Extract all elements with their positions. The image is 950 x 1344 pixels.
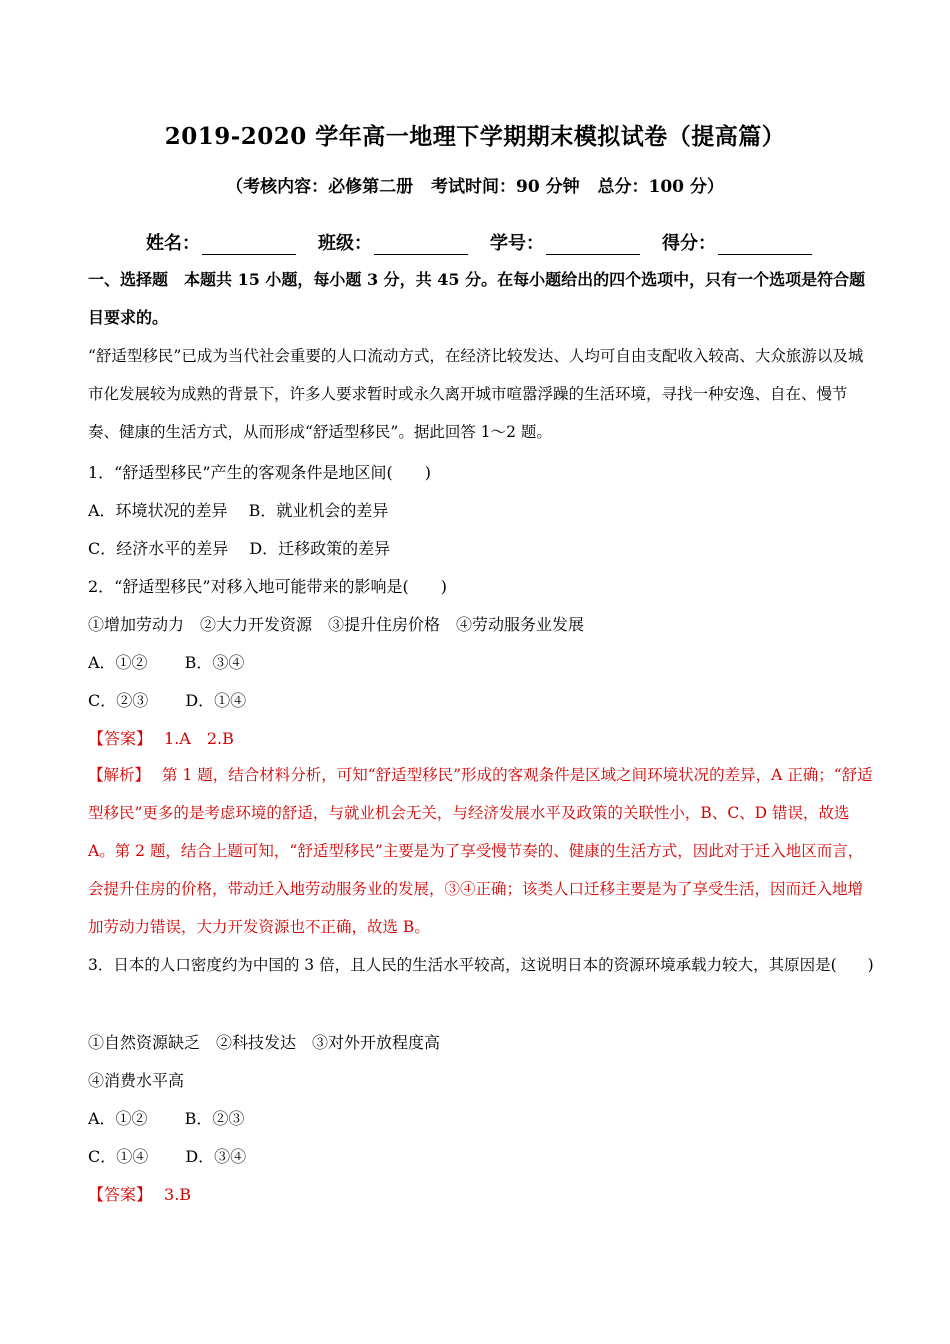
exam-time: 考试时间：90 分钟 — [431, 177, 580, 197]
student-info-row — [146, 229, 812, 255]
answer-3-label: 【答案】 — [88, 1185, 153, 1204]
question-3-options-ab: A．①② B．②③ — [88, 1109, 245, 1128]
answer-3 — [88, 1182, 191, 1205]
question-3-items-2: ④消费水平高 — [88, 1071, 185, 1090]
question-1-options-cd: C．经济水平的差异 D．迁移政策的差异 — [88, 539, 391, 558]
question-3-options-cd: C．①④ D．③④ — [88, 1147, 247, 1166]
student-number-blank[interactable] — [546, 234, 640, 255]
student-number-label: 学号： — [490, 233, 544, 254]
question-3-stem: 3．日本的人口密度约为中国的 3 倍，且人民的生活水平较高，这说明日本的资源环境承载力较大，其原因是( ) — [88, 956, 874, 974]
answer-3-text: 3.B — [164, 1185, 192, 1204]
question-2-options-ab: A．①② B．③④ — [88, 653, 245, 672]
page-title: 2019-2020 学年高一地理下学期期末模拟试卷（提高篇） — [164, 123, 786, 150]
score-field — [662, 229, 812, 255]
name-blank[interactable] — [202, 234, 296, 255]
class-blank[interactable] — [374, 234, 468, 255]
class-label: 班级： — [318, 233, 372, 254]
answer-1-2 — [88, 726, 234, 749]
material-passage: “舒适型移民”已成为当代社会重要的人口流动方式，在经济比较发达、人均可自由支配收入较高、大众旅游以及城市化发展较为成熟的背景下，许多人要求暂时或永久离开城市喧嚣浮躁的生活环境，寻找一种安逸、自在、慢节奏、健康的生活方式，从而形成“舒适型移民”。据此回答 1～2 题。 — [88, 347, 864, 441]
analysis-1-2 — [88, 756, 878, 946]
student-number-field — [490, 229, 640, 255]
question-3-items-1: ①自然资源缺乏 ②科技发达 ③对外开放程度高 — [88, 1033, 441, 1052]
answer-label: 【答案】 — [88, 729, 153, 748]
section-heading: 一、选择题 本题共 15 小题，每小题 3 分，共 45 分。在每小题给出的四个选项中，只有一个选项是符合题目要求的。 — [88, 270, 866, 327]
analysis-text: 第 1 题，结合材料分析，可知“舒适型移民”形成的客观条件是区域之间环境状况的差异，A 正确；“舒适型移民”更多的是考虑环境的舒适，与就业机会无关，与经济发展水平及政策的关联性小，B、C、D 错误，故选 A。第 2 题，结合上题可知，“舒适型移民”主要是为了享受慢节奏的、健康的生活方式，因此对于迁入地区而言，会提升住房的价格，带动迁入地劳动服务业的发展，③④正确；该类人口迁移主要是为了享受生活，因而迁入地增加劳动力错误，大力开发资源也不正确，故选 B。 — [88, 766, 873, 936]
question-1-options-ab: A．环境状况的差异 B．就业机会的差异 — [88, 501, 389, 520]
answer-text: 1.A 2.B — [164, 729, 234, 748]
question-2-items: ①增加劳动力 ②大力开发资源 ③提升住房价格 ④劳动服务业发展 — [88, 615, 585, 634]
name-label: 姓名： — [146, 233, 200, 254]
question-2-options-cd: C．②③ D．①④ — [88, 691, 247, 710]
exam-score: 总分：100 分） — [597, 177, 724, 197]
question-1-stem: 1．“舒适型移民”产生的客观条件是地区间( ) — [88, 463, 432, 482]
question-2-stem: 2．“舒适型移民”对移入地可能带来的影响是( ) — [88, 577, 448, 596]
score-blank[interactable] — [718, 234, 812, 255]
class-field — [318, 229, 468, 255]
analysis-label: 【解析】 — [88, 766, 151, 784]
name-field — [146, 229, 296, 255]
score-label: 得分： — [662, 233, 716, 254]
exam-content: （考核内容：必修第二册 — [226, 177, 414, 197]
exam-info — [0, 172, 950, 197]
